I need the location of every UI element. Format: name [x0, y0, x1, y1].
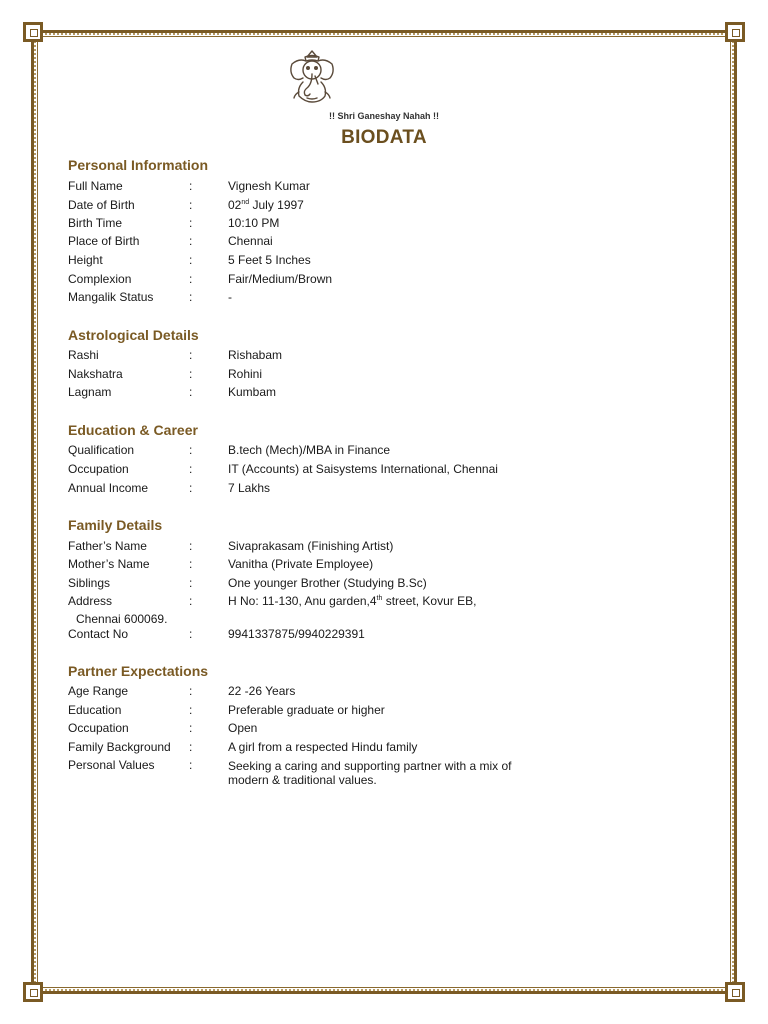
- field-value: B.tech (Mech)/MBA in Finance: [228, 443, 391, 457]
- field-separator: :: [189, 557, 193, 571]
- dob-suffix: nd: [241, 199, 250, 206]
- field-lagnam: [68, 384, 688, 401]
- field-separator: :: [189, 179, 193, 193]
- field-siblings: [68, 575, 688, 592]
- field-value: Fair/Medium/Brown: [228, 272, 333, 286]
- field-value: Vignesh Kumar: [228, 179, 310, 193]
- page-title: BIODATA: [341, 127, 427, 148]
- field-separator: :: [189, 216, 193, 230]
- field-value: 22 -26 Years: [228, 684, 296, 698]
- field-personal-values: [68, 757, 688, 791]
- invocation-text: !! Shri Ganeshay Nahah !!: [328, 111, 440, 121]
- field-separator: :: [189, 539, 193, 553]
- field-label: Education: [68, 703, 122, 717]
- field-height: [68, 252, 688, 269]
- field-separator: :: [189, 290, 193, 304]
- dob-rest: July 1997: [249, 198, 304, 212]
- dob-day: 02: [228, 198, 242, 212]
- field-contact-no: [68, 626, 688, 643]
- field-label: Family Background: [68, 740, 171, 754]
- field-annual-income: [68, 480, 688, 497]
- field-label: Age Range: [68, 684, 129, 698]
- field-value: Open: [228, 721, 258, 735]
- field-separator: :: [189, 594, 193, 608]
- field-separator: :: [189, 443, 193, 457]
- field-separator: :: [189, 234, 193, 248]
- field-value: Kumbam: [228, 385, 277, 399]
- field-address: [68, 593, 688, 610]
- field-value: One younger Brother (Studying B.Sc): [228, 576, 427, 590]
- field-separator: :: [189, 198, 193, 212]
- address-line-pre: H No: 11-130, Anu garden,4: [228, 594, 377, 608]
- field-full-name: [68, 178, 688, 195]
- field-mothers-name: [68, 556, 688, 573]
- corner-ornament-bottom-left: [23, 982, 43, 1002]
- section-title-personal: Personal Information: [68, 157, 209, 173]
- section-title-partner: Partner Expectations: [68, 663, 209, 679]
- field-label: Date of Birth: [68, 198, 135, 212]
- field-separator: :: [189, 272, 193, 286]
- ganesha-icon: [285, 48, 339, 104]
- field-separator: :: [189, 253, 193, 267]
- field-age-range: [68, 683, 688, 700]
- field-separator: :: [189, 684, 193, 698]
- field-label: Rashi: [68, 348, 99, 362]
- field-label: Qualification: [68, 443, 135, 457]
- field-value: 5 Feet 5 Inches: [228, 253, 311, 267]
- field-value: Sivaprakasam (Finishing Artist): [228, 539, 394, 553]
- field-separator: :: [189, 348, 193, 362]
- field-label: Annual Income: [68, 481, 149, 495]
- corner-ornament-top-right: [725, 22, 745, 42]
- field-occupation: [68, 461, 688, 478]
- field-label: Mangalik Status: [68, 290, 154, 304]
- field-separator: :: [189, 367, 193, 381]
- field-label: Personal Values: [68, 758, 155, 772]
- field-value: A girl from a respected Hindu family: [228, 740, 418, 754]
- field-value: Vanitha (Private Employee): [228, 557, 374, 571]
- field-label: Full Name: [68, 179, 123, 193]
- field-family-background: [68, 739, 688, 756]
- field-value: Rishabam: [228, 348, 283, 362]
- field-separator: :: [189, 462, 193, 476]
- section-title-education-career: Education & Career: [68, 422, 198, 438]
- corner-ornament-top-left: [23, 22, 43, 42]
- field-separator: :: [189, 703, 193, 717]
- field-label: Siblings: [68, 576, 111, 590]
- field-label: Occupation: [68, 721, 129, 735]
- field-label: Address: [68, 594, 113, 608]
- field-separator: :: [189, 576, 193, 590]
- field-qualification: [68, 442, 688, 459]
- section-title-astrological: Astrological Details: [68, 327, 199, 343]
- field-value: IT (Accounts) at Saisystems International, Chennai: [228, 462, 498, 476]
- field-fathers-name: [68, 538, 688, 555]
- field-rashi: [68, 347, 688, 364]
- field-birth-time: [68, 215, 688, 232]
- field-value: 7 Lakhs: [228, 481, 271, 495]
- field-label: Occupation: [68, 462, 129, 476]
- field-value: Seeking a caring and supporting partner with a mix of modern & traditional values.: [228, 759, 512, 787]
- field-nakshatra: [68, 366, 688, 383]
- field-label: Father’s Name: [68, 539, 147, 553]
- field-label: Mother’s Name: [68, 557, 150, 571]
- field-date-of-birth: [68, 197, 688, 214]
- field-place-of-birth: [68, 233, 688, 250]
- field-label: Contact No: [68, 627, 129, 641]
- field-separator: :: [189, 758, 193, 772]
- field-separator: :: [189, 740, 193, 754]
- address-line-post: street, Kovur EB,: [382, 594, 477, 608]
- field-value: -: [228, 290, 232, 304]
- field-separator: :: [189, 627, 193, 641]
- field-value: Chennai: [228, 234, 273, 248]
- field-label: Lagnam: [68, 385, 112, 399]
- field-mangalik-status: [68, 289, 688, 306]
- section-title-family: Family Details: [68, 517, 163, 533]
- field-separator: :: [189, 481, 193, 495]
- corner-ornament-bottom-right: [725, 982, 745, 1002]
- address-suffix: th: [376, 595, 383, 602]
- field-value: [228, 197, 304, 214]
- field-label: Height: [68, 253, 103, 267]
- field-partner-education: [68, 702, 688, 719]
- field-separator: :: [189, 721, 193, 735]
- field-separator: :: [189, 385, 193, 399]
- field-label: Birth Time: [68, 216, 123, 230]
- field-label: Nakshatra: [68, 367, 123, 381]
- field-value: Preferable graduate or higher: [228, 703, 385, 717]
- field-value: 10:10 PM: [228, 216, 280, 230]
- field-value: [228, 593, 476, 610]
- field-value: Rohini: [228, 367, 263, 381]
- field-label: Place of Birth: [68, 234, 140, 248]
- field-partner-occupation: [68, 720, 688, 737]
- field-label: Complexion: [68, 272, 132, 286]
- address-continuation: Chennai 600069.: [76, 612, 168, 626]
- field-complexion: [68, 271, 688, 288]
- field-value: 9941337875/9940229391: [228, 627, 365, 641]
